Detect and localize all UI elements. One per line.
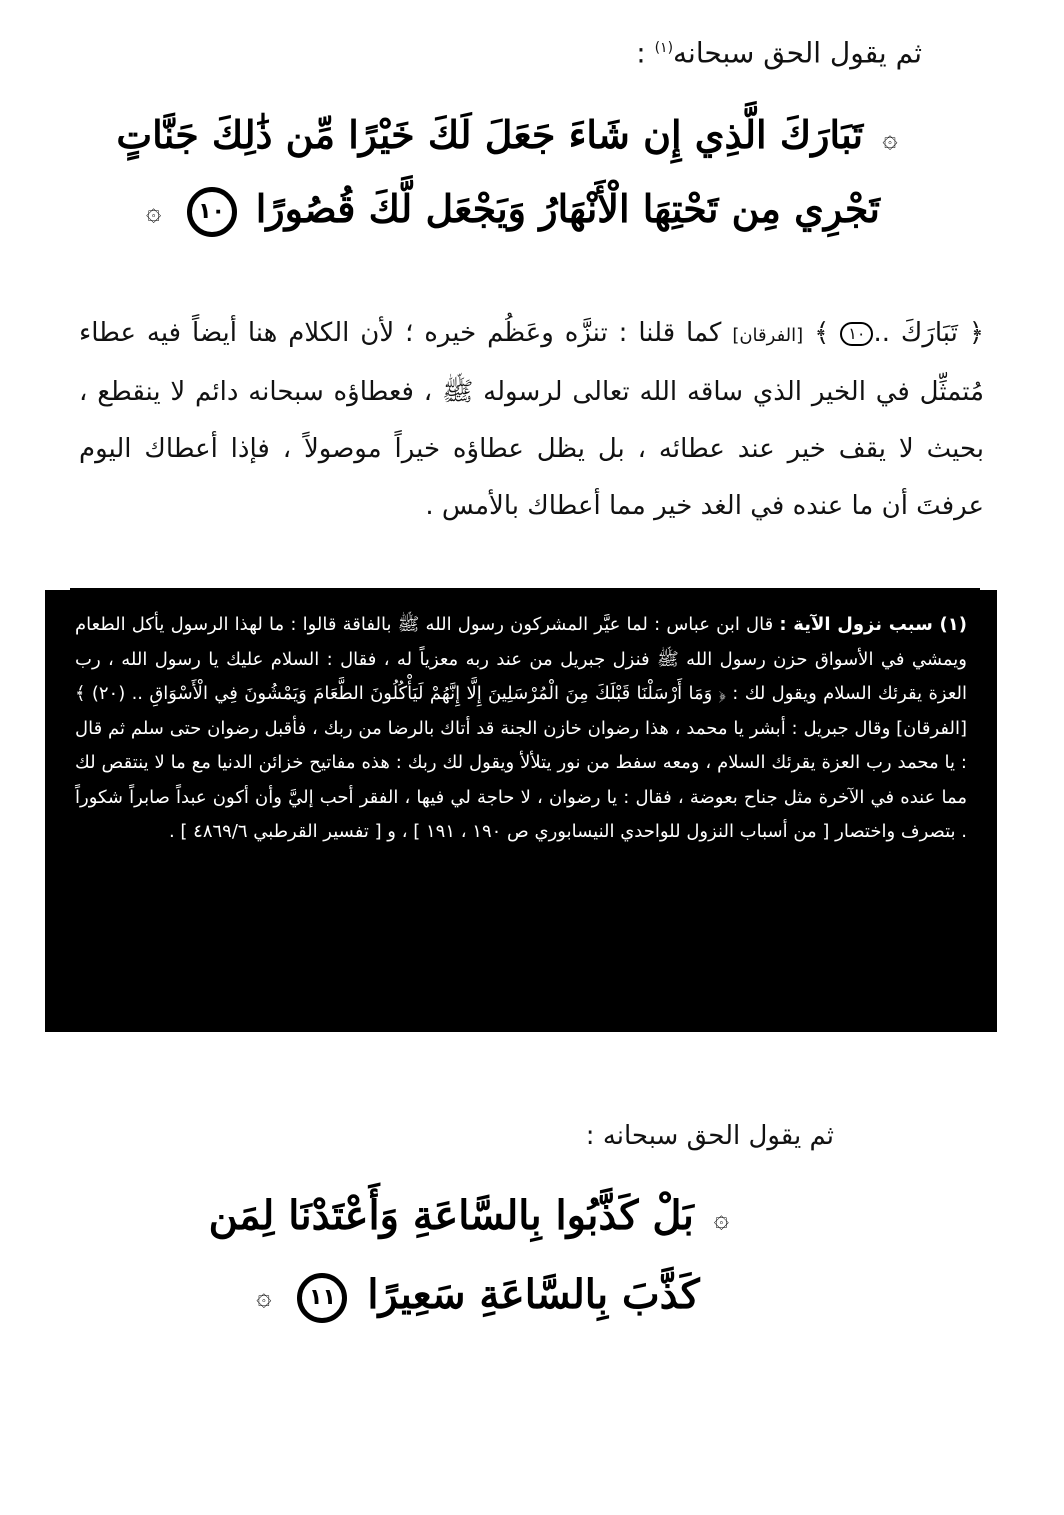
intro-heading-top — [222, 28, 922, 73]
verse-text-line-2: تَجْرِي مِن تَحْتِهَا الْأَنْهَارُ وَيَجْعَل لَّكَ قُصُورًا — [255, 185, 880, 231]
commentary-line-5: ما عنده في الغد خير مما أعطاك بالأمس . — [425, 491, 874, 521]
footnote-text: قال ابن عباس : لما عيَّر المشركون رسول الله ﷺ بالفاقة قالوا : ما لهذا الرسول يأكل الطعام ويمشي في الأسواق حزن رسول الله ﷺ فنزل جبريل من عند ربه معزياً له ، فقال : السلام عليك يا رسول الله ، رب العزة يقرئك السلام ويقول لك : ﴿ وَمَا أَرْسَلْنَا قَبْلَكَ مِنَ الْمُرْسَلِينَ إِلَّا إِنَّهُمْ لَيَأْكُلُونَ الطَّعَامَ وَيَمْشُونَ فِي الْأَسْوَاقِ .. (٢٠) ﴾ [الفرقان] وقال جبريل : أبشر يا محمد ، هذا رضوان خازن الجنة قد أتاك بالرضا من ربك ، فأقبل رضوان حتى سلم ثم قال : يا محمد رب العزة يقرئك السلام ، ومعه سفط من نور يتلألأ ويقول لك ربك : هذه مفاتيح خزائن الدنيا مع ما لا ينتقص لك مما عنده في الآخرة مثل جناح بعوضة ، فقال : يا رضوان ، لا حاجة لي فيها ، الفقر أحب إليَّ وأن أكون عبداً صابراً شكوراً . بتصرف واختصار [ من أسباب النزول للواحدي النيسابوري ص ١٩٠ ، ١٩١ ] ، و [ تفسير القرطبي ٤٨٦٩/٦ ] . — [75, 614, 967, 842]
commentary-line-3: لرسوله ﷺ ، فعطاؤه سبحانه دائم لا ينقطع ، بحيث لا يقف خير عند — [79, 377, 985, 464]
commentary-line-1: كما قلنا : تنزَّه وعَظُم خيره ؛ لأن الكلام — [288, 318, 722, 348]
intro-text: ثم يقول الحق سبحانه — [673, 36, 922, 70]
commentary-paragraph — [79, 305, 984, 535]
verse-line-1 — [110, 100, 910, 174]
footnote-reference[interactable]: (١) — [654, 40, 674, 56]
ayah-number-badge-bottom: ١١ — [297, 1273, 347, 1323]
quran-verse-top — [110, 100, 910, 247]
footnote-box — [45, 590, 997, 1032]
commentary-line-2: هنا أيضاً فيه عطاء مُتمثِّل في الخير الذي ساقه الله تعالى — [79, 318, 985, 407]
quran-verse-bottom — [208, 1178, 735, 1335]
verse-start-ornament-icon: ۞ — [882, 123, 898, 154]
verse-bottom-text-line-2: كَذَّبَ بِالسَّاعَةِ سَعِيرًا — [367, 1270, 700, 1318]
verse-end-ornament-icon: ۞ — [146, 197, 162, 227]
quote-text: تَبَارَكَ .. — [873, 318, 958, 348]
verse-text-line-1: تَبَارَكَ الَّذِي إِن شَاءَ جَعَلَ لَكَ خَيْرًا مِّن ذَٰلِكَ جَنَّاتٍ — [116, 112, 864, 157]
commentary-line-4: عطائه ، بل يظل عطاؤه خيراً موصولاً ، فإذا أعطاك اليوم عرفتَ أن — [79, 434, 984, 521]
surah-reference: [الفرقان] — [732, 325, 804, 346]
verse-line-2 — [110, 174, 910, 248]
verse-bottom-start-ornament-icon: ۞ — [713, 1203, 729, 1234]
verse-bottom-line-2 — [215, 1257, 735, 1336]
footnote-lead: (١) سبب نزول الآية : — [779, 614, 967, 635]
intro-heading-bottom: ثم يقول الحق سبحانه : — [585, 1121, 834, 1151]
quote-ayah-number: ١٠ — [840, 322, 873, 346]
verse-bottom-text-line-1: بَلْ كَذَّبُوا بِالسَّاعَةِ وَأَعْتَدْنَا لِمَن — [208, 1192, 694, 1239]
ayah-number-badge: ١٠ — [187, 187, 237, 237]
intro-colon: : — [636, 36, 646, 70]
verse-bottom-line-1 — [208, 1178, 735, 1257]
quote-close-bracket: ﴾ — [814, 318, 830, 348]
quote-open-bracket: ﴿ — [968, 318, 985, 348]
verse-bottom-end-ornament-icon: ۞ — [256, 1282, 272, 1312]
